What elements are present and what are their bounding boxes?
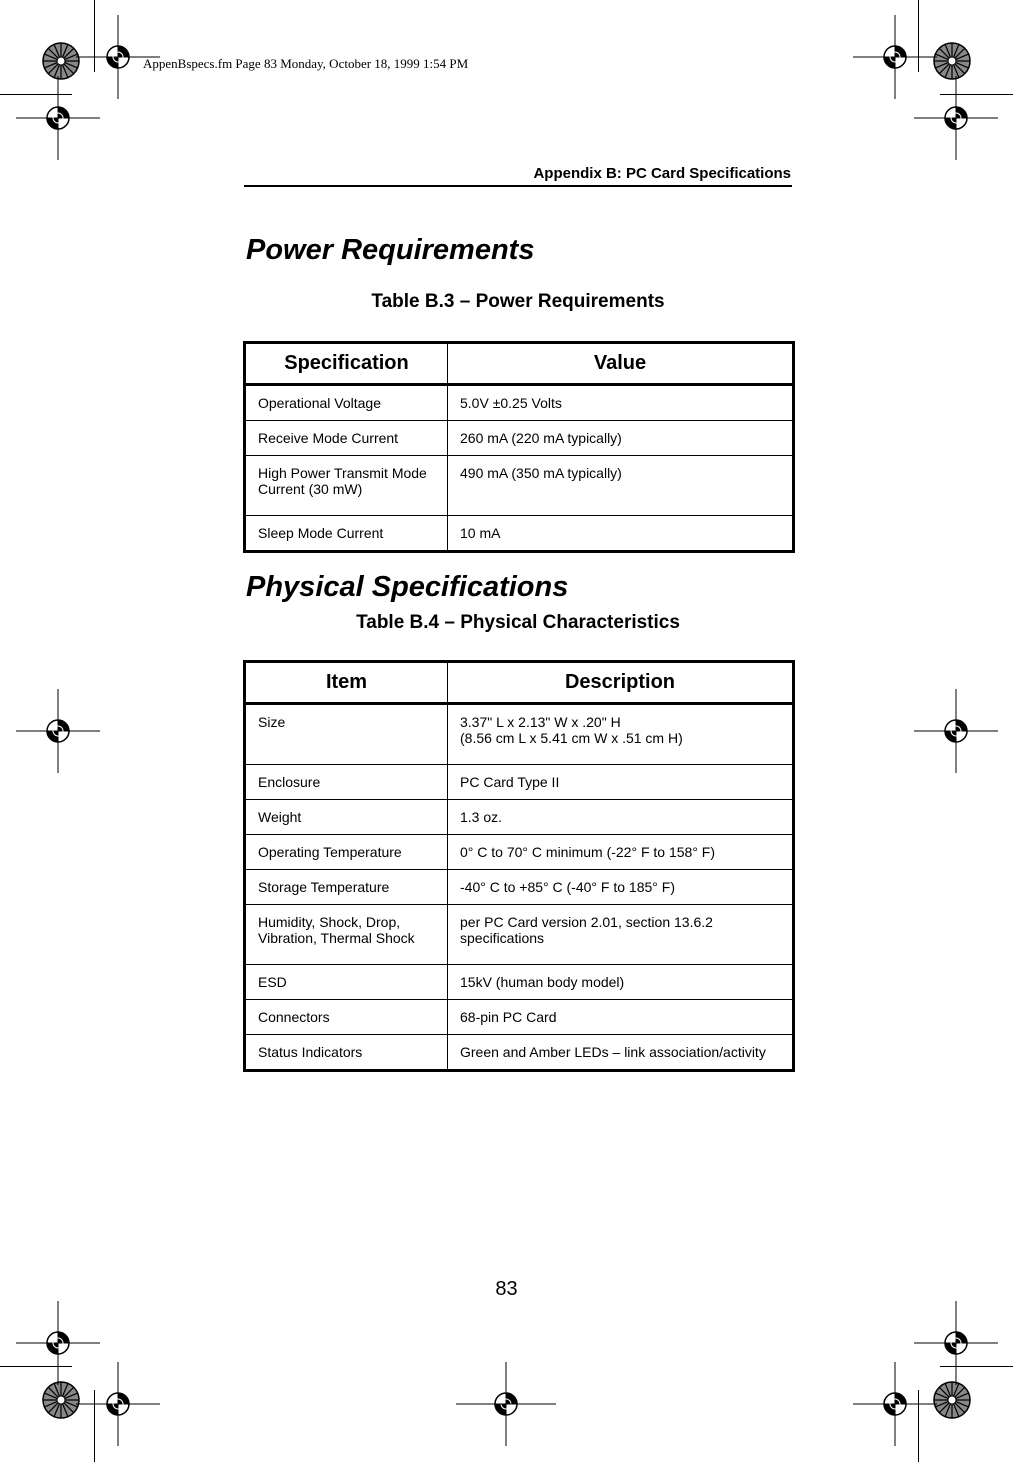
table-cell: Connectors (245, 1000, 448, 1035)
table-header-row (245, 662, 794, 704)
page-number: 83 (495, 1278, 518, 1300)
table-cell: 15kV (human body model) (448, 965, 794, 1000)
table-cell (448, 704, 794, 765)
table-row (245, 765, 794, 800)
table-cell: per PC Card version 2.01, section 13.6.2 specifications (448, 905, 794, 965)
physical-table (243, 660, 795, 1072)
table-cell: Status Indicators (245, 1035, 448, 1071)
header-rule (244, 185, 792, 187)
table-row (245, 456, 794, 516)
table-cell: Operational Voltage (245, 385, 448, 421)
power-table (243, 341, 795, 553)
column-header: Item (245, 662, 448, 704)
physical-table-caption: Table B.4 – Physical Characteristics (356, 612, 680, 633)
table-row (245, 800, 794, 835)
table-cell: Operating Temperature (245, 835, 448, 870)
table-cell: -40° C to +85° C (-40° F to 185° F) (448, 870, 794, 905)
table-cell: ESD (245, 965, 448, 1000)
table-row (245, 870, 794, 905)
column-header: Specification (245, 343, 448, 385)
table-row (245, 965, 794, 1000)
table-cell: Storage Temperature (245, 870, 448, 905)
table-row (245, 905, 794, 965)
column-header: Value (448, 343, 794, 385)
table-cell: Sleep Mode Current (245, 516, 448, 552)
table-cell: Weight (245, 800, 448, 835)
table-row (245, 421, 794, 456)
table-row (245, 835, 794, 870)
table-cell: Enclosure (245, 765, 448, 800)
table-row (245, 516, 794, 552)
power-section-title: Power Requirements (246, 234, 535, 266)
table-cell: 260 mA (220 mA typically) (448, 421, 794, 456)
table-row (245, 385, 794, 421)
physical-section-title: Physical Specifications (246, 571, 569, 603)
column-header: Description (448, 662, 794, 704)
table-cell: 68-pin PC Card (448, 1000, 794, 1035)
power-table-caption: Table B.3 – Power Requirements (371, 291, 665, 312)
table-cell: Humidity, Shock, Drop, Vibration, Thermal Shock (245, 905, 448, 965)
table-cell: Green and Amber LEDs – link association/activity (448, 1035, 794, 1071)
table-header-row (245, 343, 794, 385)
table-cell: Receive Mode Current (245, 421, 448, 456)
table-cell: 5.0V ±0.25 Volts (460, 395, 562, 411)
table-cell: High Power Transmit Mode Current (30 mW) (245, 456, 448, 516)
table-row (245, 1000, 794, 1035)
table-cell: 490 mA (350 mA typically) (448, 456, 794, 516)
table-cell: PC Card Type II (448, 765, 794, 800)
table-row (245, 704, 794, 765)
table-cell: 1.3 oz. (448, 800, 794, 835)
table-cell: 10 mA (448, 516, 794, 552)
table-row (245, 1035, 794, 1071)
table-cell: Size (245, 704, 448, 765)
cell-line: 3.37" L x 2.13" W x .20" H (460, 714, 621, 730)
table-cell: 0° C to 70° C minimum (-22° F to 158° F) (448, 835, 794, 870)
running-head: Appendix B: PC Card Specifications (533, 165, 791, 182)
cell-line: (8.56 cm L x 5.41 cm W x .51 cm H) (460, 730, 683, 746)
file-slug: AppenBspecs.fm Page 83 Monday, October 18, 1999 1:54 PM (143, 56, 469, 71)
